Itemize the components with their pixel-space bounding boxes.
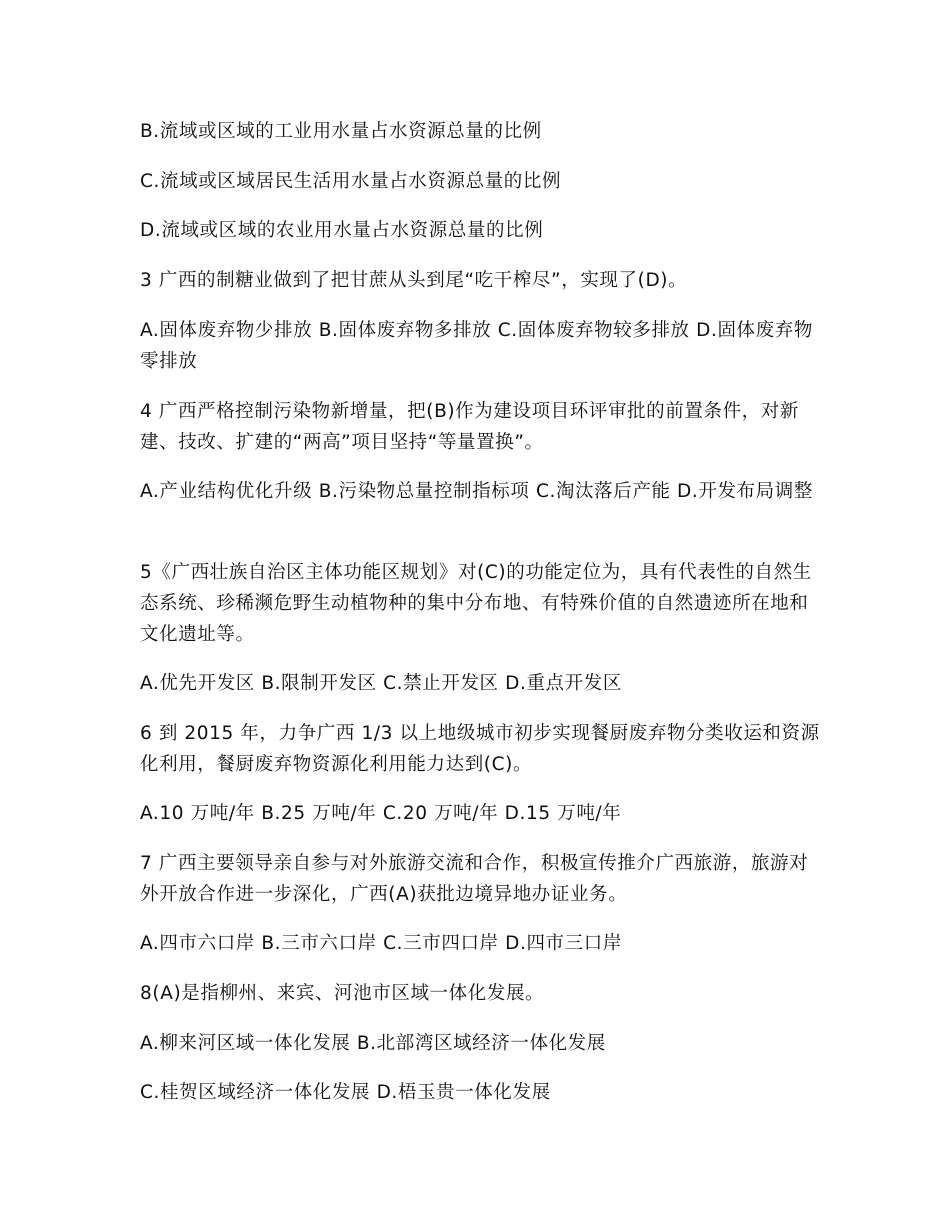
question-7-options: A.四市六口岸 B.三市六口岸 C.三市四口岸 D.四市三口岸 (140, 933, 622, 954)
option-c-residential-water: C.流域或区域居民生活用水量占水资源总量的比例 (140, 171, 562, 192)
question-8: 8(A)是指柳州、来宾、河池市区域一体化发展。 (140, 983, 545, 1004)
question-5-options: A.优先开发区 B.限制开发区 C.禁止开发区 D.重点开发区 (140, 673, 622, 694)
question-7: 7 广西主要领导亲自参与对外旅游交流和合作，积极宣传推介广西旅游，旅游对外开放合作进一步深化，广西(A)获批边境异地办证业务。 (140, 853, 809, 905)
question-3: 3 广西的制糖业做到了把甘蔗从头到尾“吃干榨尽”，实现了(D)。 (140, 270, 688, 291)
question-8-options-cd: C.桂贺区域经济一体化发展 D.梧玉贵一体化发展 (140, 1082, 551, 1103)
question-4: 4 广西严格控制污染物新增量，把(B)作为建设项目环评审批的前置条件，对新建、技改、扩建的“两高”项目坚持“等量置换”。 (140, 401, 799, 453)
question-8-options-ab: A.柳来河区域一体化发展 B.北部湾区域经济一体化发展 (140, 1033, 606, 1054)
question-4-options: A.产业结构优化升级 B.污染物总量控制指标项 C.淘汰落后产能 D.开发布局调整 (140, 481, 813, 502)
question-5: 5《广西壮族自治区主体功能区规划》对(C)的功能定位为，具有代表性的自然生态系统、珍稀濒危野生动植物种的集中分布地、有特殊价值的自然遗迹所在地和文化遗址等。 (140, 562, 812, 645)
question-3-options: A.固体废弃物少排放 B.固体废弃物多排放 C.固体废弃物较多排放 D.固体废弃物零排放 (140, 320, 813, 372)
question-6: 6 到 2015 年，力争广西 1/3 以上地级城市初步实现餐厨废弃物分类收运和资源化利用，餐厨废弃物资源化利用能力达到(C)。 (140, 723, 820, 775)
option-d-agricultural-water: D.流域或区域的农业用水量占水资源总量的比例 (140, 220, 544, 241)
option-b-industrial-water: B.流域或区域的工业用水量占水资源总量的比例 (140, 121, 542, 142)
question-6-options: A.10 万吨/年 B.25 万吨/年 C.20 万吨/年 D.15 万吨/年 (140, 803, 622, 824)
